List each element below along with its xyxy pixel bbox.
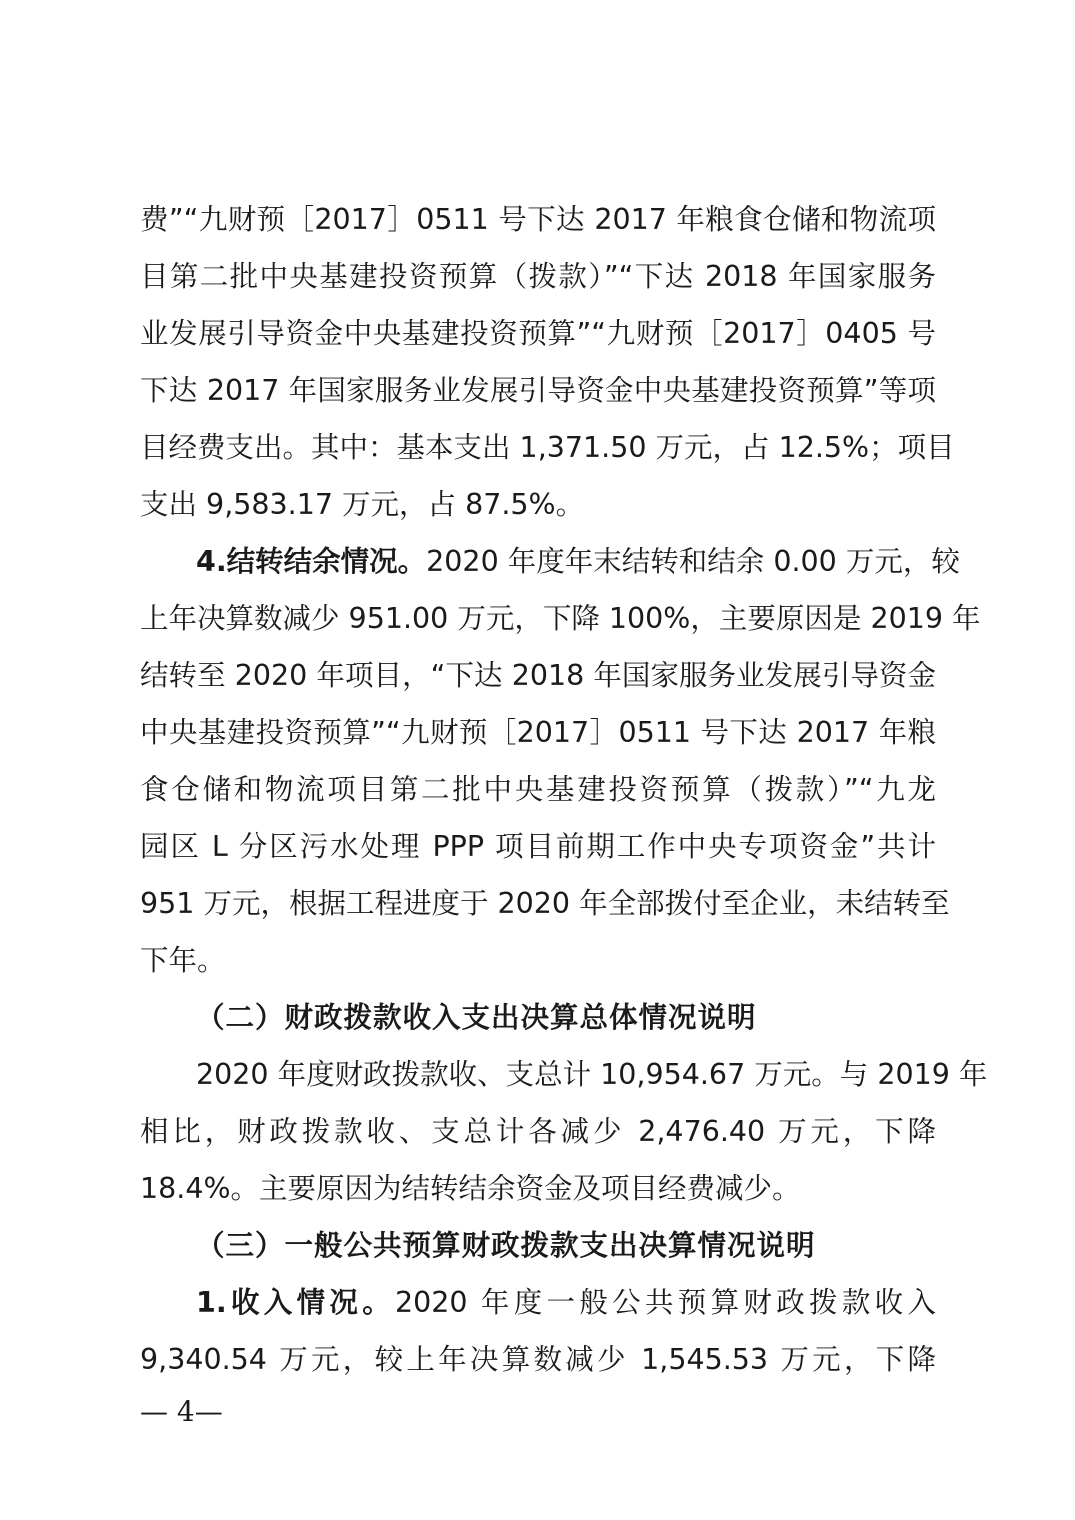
section-4-first-line-text: 2020 年度年末结转和结余 0.00 万元，较 [426,545,960,578]
section-1-lead: 1.收入情况。 [196,1286,396,1319]
section-4-lead: 4.结转结余情况。 [196,545,427,578]
paragraph-line: 下达 2017 年国家服务业发展引导资金中央基建投资预算”等项 [140,374,936,407]
paragraph-line: 相比，财政拨款收、支总计各减少 2,476.40 万元，下降 [140,1115,936,1148]
paragraph-line: 上年决算数减少 951.00 万元，下降 100%，主要原因是 2019 年 [140,602,981,635]
paragraph-line: 目经费支出。其中：基本支出 1,371.50 万元，占 12.5%；项目 [140,431,955,464]
section-1-first-line-text: 2020 年度一般公共预算财政拨款收入 [395,1286,936,1319]
section-heading-3: （三）一般公共预算财政拨款支出决算情况说明 [196,1229,816,1262]
page-number: — 4— [140,1395,223,1428]
paragraph-line: 目第二批中央基建投资预算（拨款）”“下达 2018 年国家服务 [140,260,936,293]
paragraph-line: 结转至 2020 年项目，“下达 2018 年国家服务业发展引导资金 [140,659,936,692]
paragraph-line: 18.4%。主要原因为结转结余资金及项目经费减少。 [140,1172,801,1205]
paragraph-line: 费”“九财预［2017］0511 号下达 2017 年粮食仓储和物流项 [140,203,936,236]
paragraph-line: 2020 年度财政拨款收、支总计 10,954.67 万元。与 2019 年 [196,1058,988,1091]
paragraph-line: 食仓储和物流项目第二批中央基建投资预算（拨款）”“九龙 [140,773,936,806]
paragraph-line: 下年。 [140,944,226,977]
section-4-first-line [196,540,960,584]
section-1-first-line [196,1281,936,1325]
paragraph-line: 9,340.54 万元，较上年决算数减少 1,545.53 万元，下降 [140,1343,936,1376]
paragraph-line: 中央基建投资预算”“九财预［2017］0511 号下达 2017 年粮 [140,716,936,749]
paragraph-line: 业发展引导资金中央基建投资预算”“九财预［2017］0405 号 [140,317,936,350]
section-heading-2: （二）财政拨款收入支出决算总体情况说明 [196,1001,757,1034]
paragraph-line: 951 万元，根据工程进度于 2020 年全部拨付至企业，未结转至 [140,887,950,920]
paragraph-line: 园区 L 分区污水处理 PPP 项目前期工作中央专项资金”共计 [140,830,936,863]
paragraph-line: 支出 9,583.17 万元，占 87.5%。 [140,488,585,521]
